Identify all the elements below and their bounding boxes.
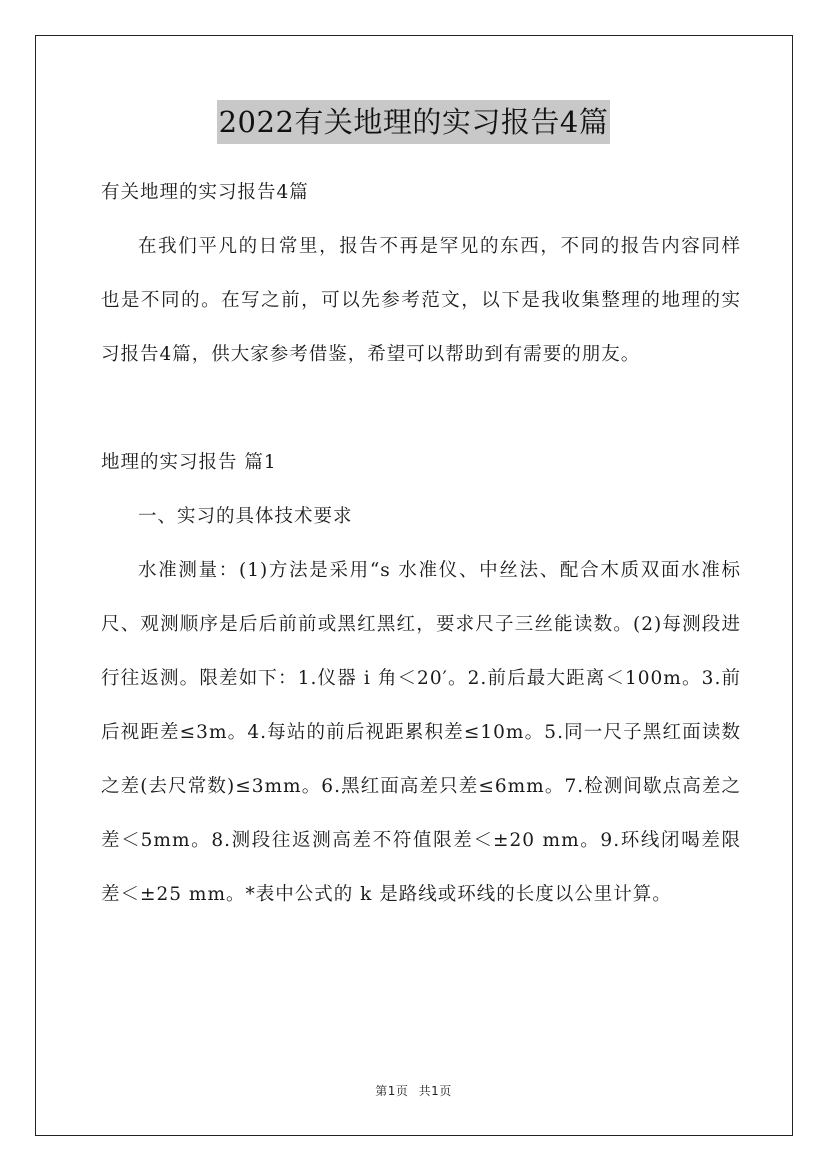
- page-footer: [0, 1082, 827, 1099]
- section-heading: 地理的实习报告 篇1: [101, 452, 277, 473]
- paragraph-spacer: [101, 382, 741, 436]
- page-number: 第1页: [375, 1084, 409, 1098]
- document-subtitle: 有关地理的实习报告4篇: [101, 182, 309, 203]
- intro-paragraph: 在我们平凡的日常里，报告不再是罕见的东西，不同的报告内容同样也是不同的。在写之前，可以先参考范文，以下是我收集整理的地理的实习报告4篇，供大家参考借鉴，希望可以帮助到有需要的朋友。: [101, 236, 741, 365]
- body-paragraph: 水准测量：(1)方法是采用“s 水准仪、中丝法、配合木质双面水准标尺、观测顺序是后后前前或黑红黑红，要求尺子三丝能读数。(2)每测段进行往返测。限差如下：1.仪器 i 角＜20′。2.前后最大距离＜100m。3.前后视距差≤3m。4.每站的前后视距累积差≤10m。5.同一尺子黑红面读数之差(去尺常数)≤3mm。6.黑红面高差只差≤6mm。7.检测间歇点高差之差＜5mm。8.测段往返测高差不符值限差＜±20 mm。9.环线闭喝差限差＜±25 mm。*表中公式的 k 是路线或环线的长度以公里计算。: [101, 560, 741, 905]
- title-container: [0, 100, 827, 144]
- document-body: [101, 166, 741, 922]
- document-title: 2022有关地理的实习报告4篇: [217, 100, 611, 144]
- subheading: 一、实习的具体技术要求: [138, 506, 353, 527]
- page-total: 共1页: [418, 1084, 452, 1098]
